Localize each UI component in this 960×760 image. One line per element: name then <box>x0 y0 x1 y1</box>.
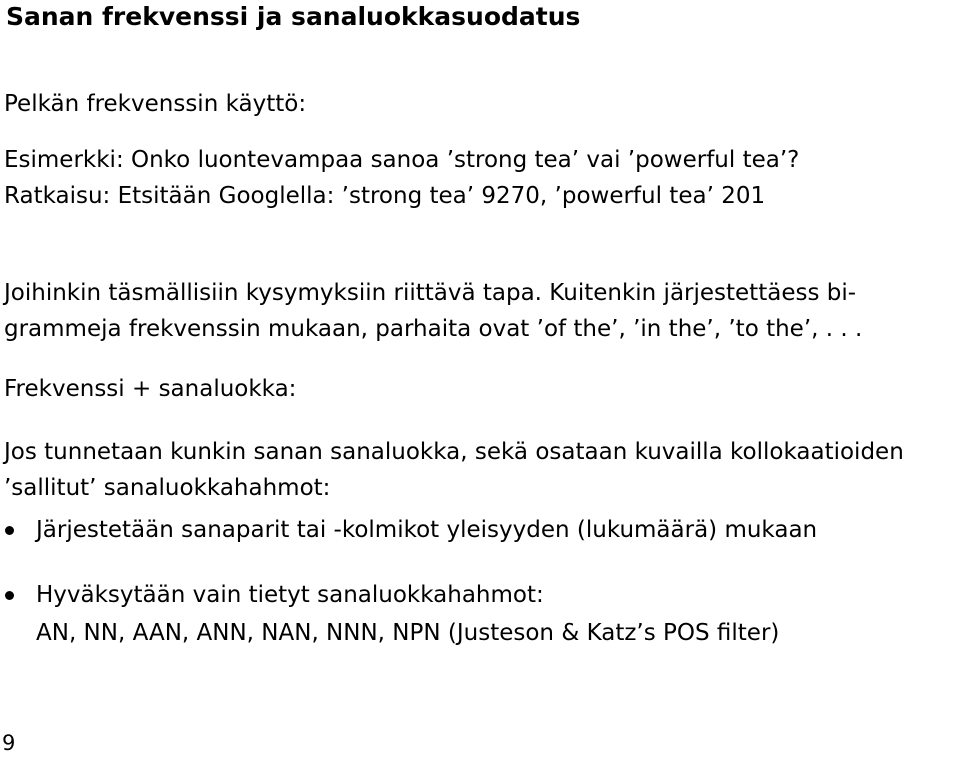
solution-line: Ratkaisu: Etsitään Googlella: ’strong tea’ 9270, ’powerful tea’ 201 <box>4 183 766 209</box>
bullet-dot-icon <box>5 526 14 535</box>
page-number: 9 <box>2 731 16 755</box>
bullet-text: Hyväksytään vain tietyt sanaluokkahahmot: <box>36 582 544 608</box>
bullet-text: Järjestetään sanaparit tai -kolmikot yleisyyden (lukumäärä) mukaan <box>36 517 818 543</box>
bullet-item <box>36 579 544 611</box>
bullet-item <box>36 514 817 546</box>
paragraph-pos-line-1: Jos tunnetaan kunkin sanan sanaluokka, sekä osataan kuvailla kollokaatioiden <box>4 439 904 465</box>
section-heading-frequency: Pelkän frekvenssin käyttö: <box>4 91 307 117</box>
slide-title: Sanan frekvenssi ja sanaluokkasuodatus <box>6 2 581 31</box>
bullet-text-continuation: AN, NN, AAN, ANN, NAN, NNN, NPN (Justeson & Katz’s POS filter) <box>36 620 780 646</box>
example-line: Esimerkki: Onko luontevampaa sanoa ’strong tea’ vai ’powerful tea’? <box>4 147 800 173</box>
bullet-continuation <box>36 617 779 649</box>
bullet-dot-icon <box>5 591 14 600</box>
paragraph-frequency-line-1: Joihinkin täsmällisiin kysymyksiin riittävä tapa. Kuitenkin järjestettäess bi- <box>4 280 857 306</box>
paragraph-pos-line-2: ’sallitut’ sanaluokkahahmot: <box>4 475 331 501</box>
paragraph-frequency-line-2: grammeja frekvenssin mukaan, parhaita ovat ’of the’, ’in the’, ’to the’, . . . <box>4 316 863 342</box>
section-heading-frequency-pos: Frekvenssi + sanaluokka: <box>4 376 297 402</box>
